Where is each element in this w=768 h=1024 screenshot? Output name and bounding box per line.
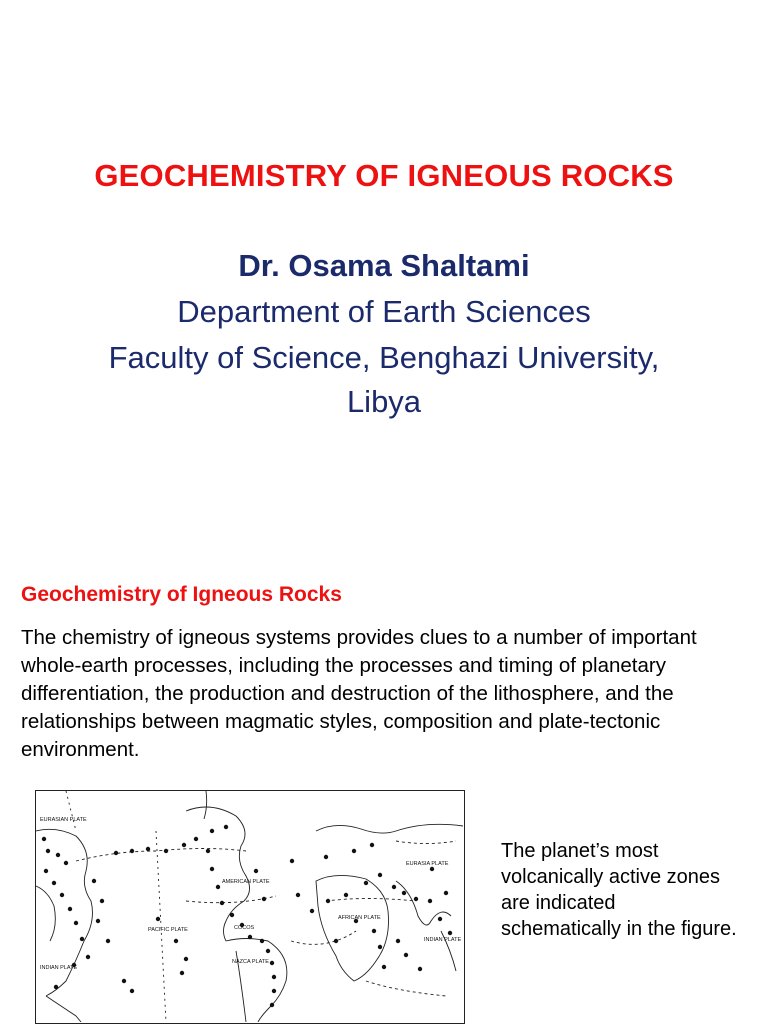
- label-american-plate: AMERICAN PLATE: [222, 879, 270, 885]
- plate-tectonics-map: [35, 790, 465, 1024]
- label-eurasia-plate: EURASIA PLATE: [406, 861, 449, 867]
- author-name: Dr. Osama Shaltami: [238, 248, 530, 283]
- label-nazca-plate: NAZCA PLATE: [232, 959, 269, 965]
- slide-heading: Geochemistry of Igneous Rocks: [21, 583, 342, 606]
- volcano-dots: [42, 825, 452, 1007]
- affiliation-country: Libya: [346, 384, 422, 419]
- figure-caption: The planet’s most volcanically active zones are indicated schematically in the figure.: [501, 840, 737, 940]
- label-pacific-plate: PACIFIC PLATE: [148, 927, 188, 933]
- content-slide: [0, 540, 768, 1024]
- affiliation-faculty: Faculty of Science, Benghazi University,: [108, 340, 660, 375]
- label-indian-plate-left: INDIAN PLATE: [40, 965, 78, 971]
- affiliation-department: Department of Earth Sciences: [177, 294, 591, 329]
- label-indian-plate-right: INDIAN PLATE: [424, 937, 462, 943]
- label-eurasian-plate: EURASIAN PLATE: [40, 817, 87, 823]
- slide-body-text: The chemistry of igneous systems provides clues to a number of important whole-earth processes, including the processes and timing of planetary differentiation, the production and destruction of the lithosphere, and the relationships between magmatic styles, composition and plate-tectonic environment.: [21, 626, 697, 761]
- label-african-plate: AFRICAN PLATE: [338, 915, 381, 921]
- world-map-figure: [36, 791, 463, 1022]
- presentation-title: GEOCHEMISTRY OF IGNEOUS ROCKS: [94, 158, 674, 193]
- label-cocos-plate: COCOS: [234, 925, 255, 931]
